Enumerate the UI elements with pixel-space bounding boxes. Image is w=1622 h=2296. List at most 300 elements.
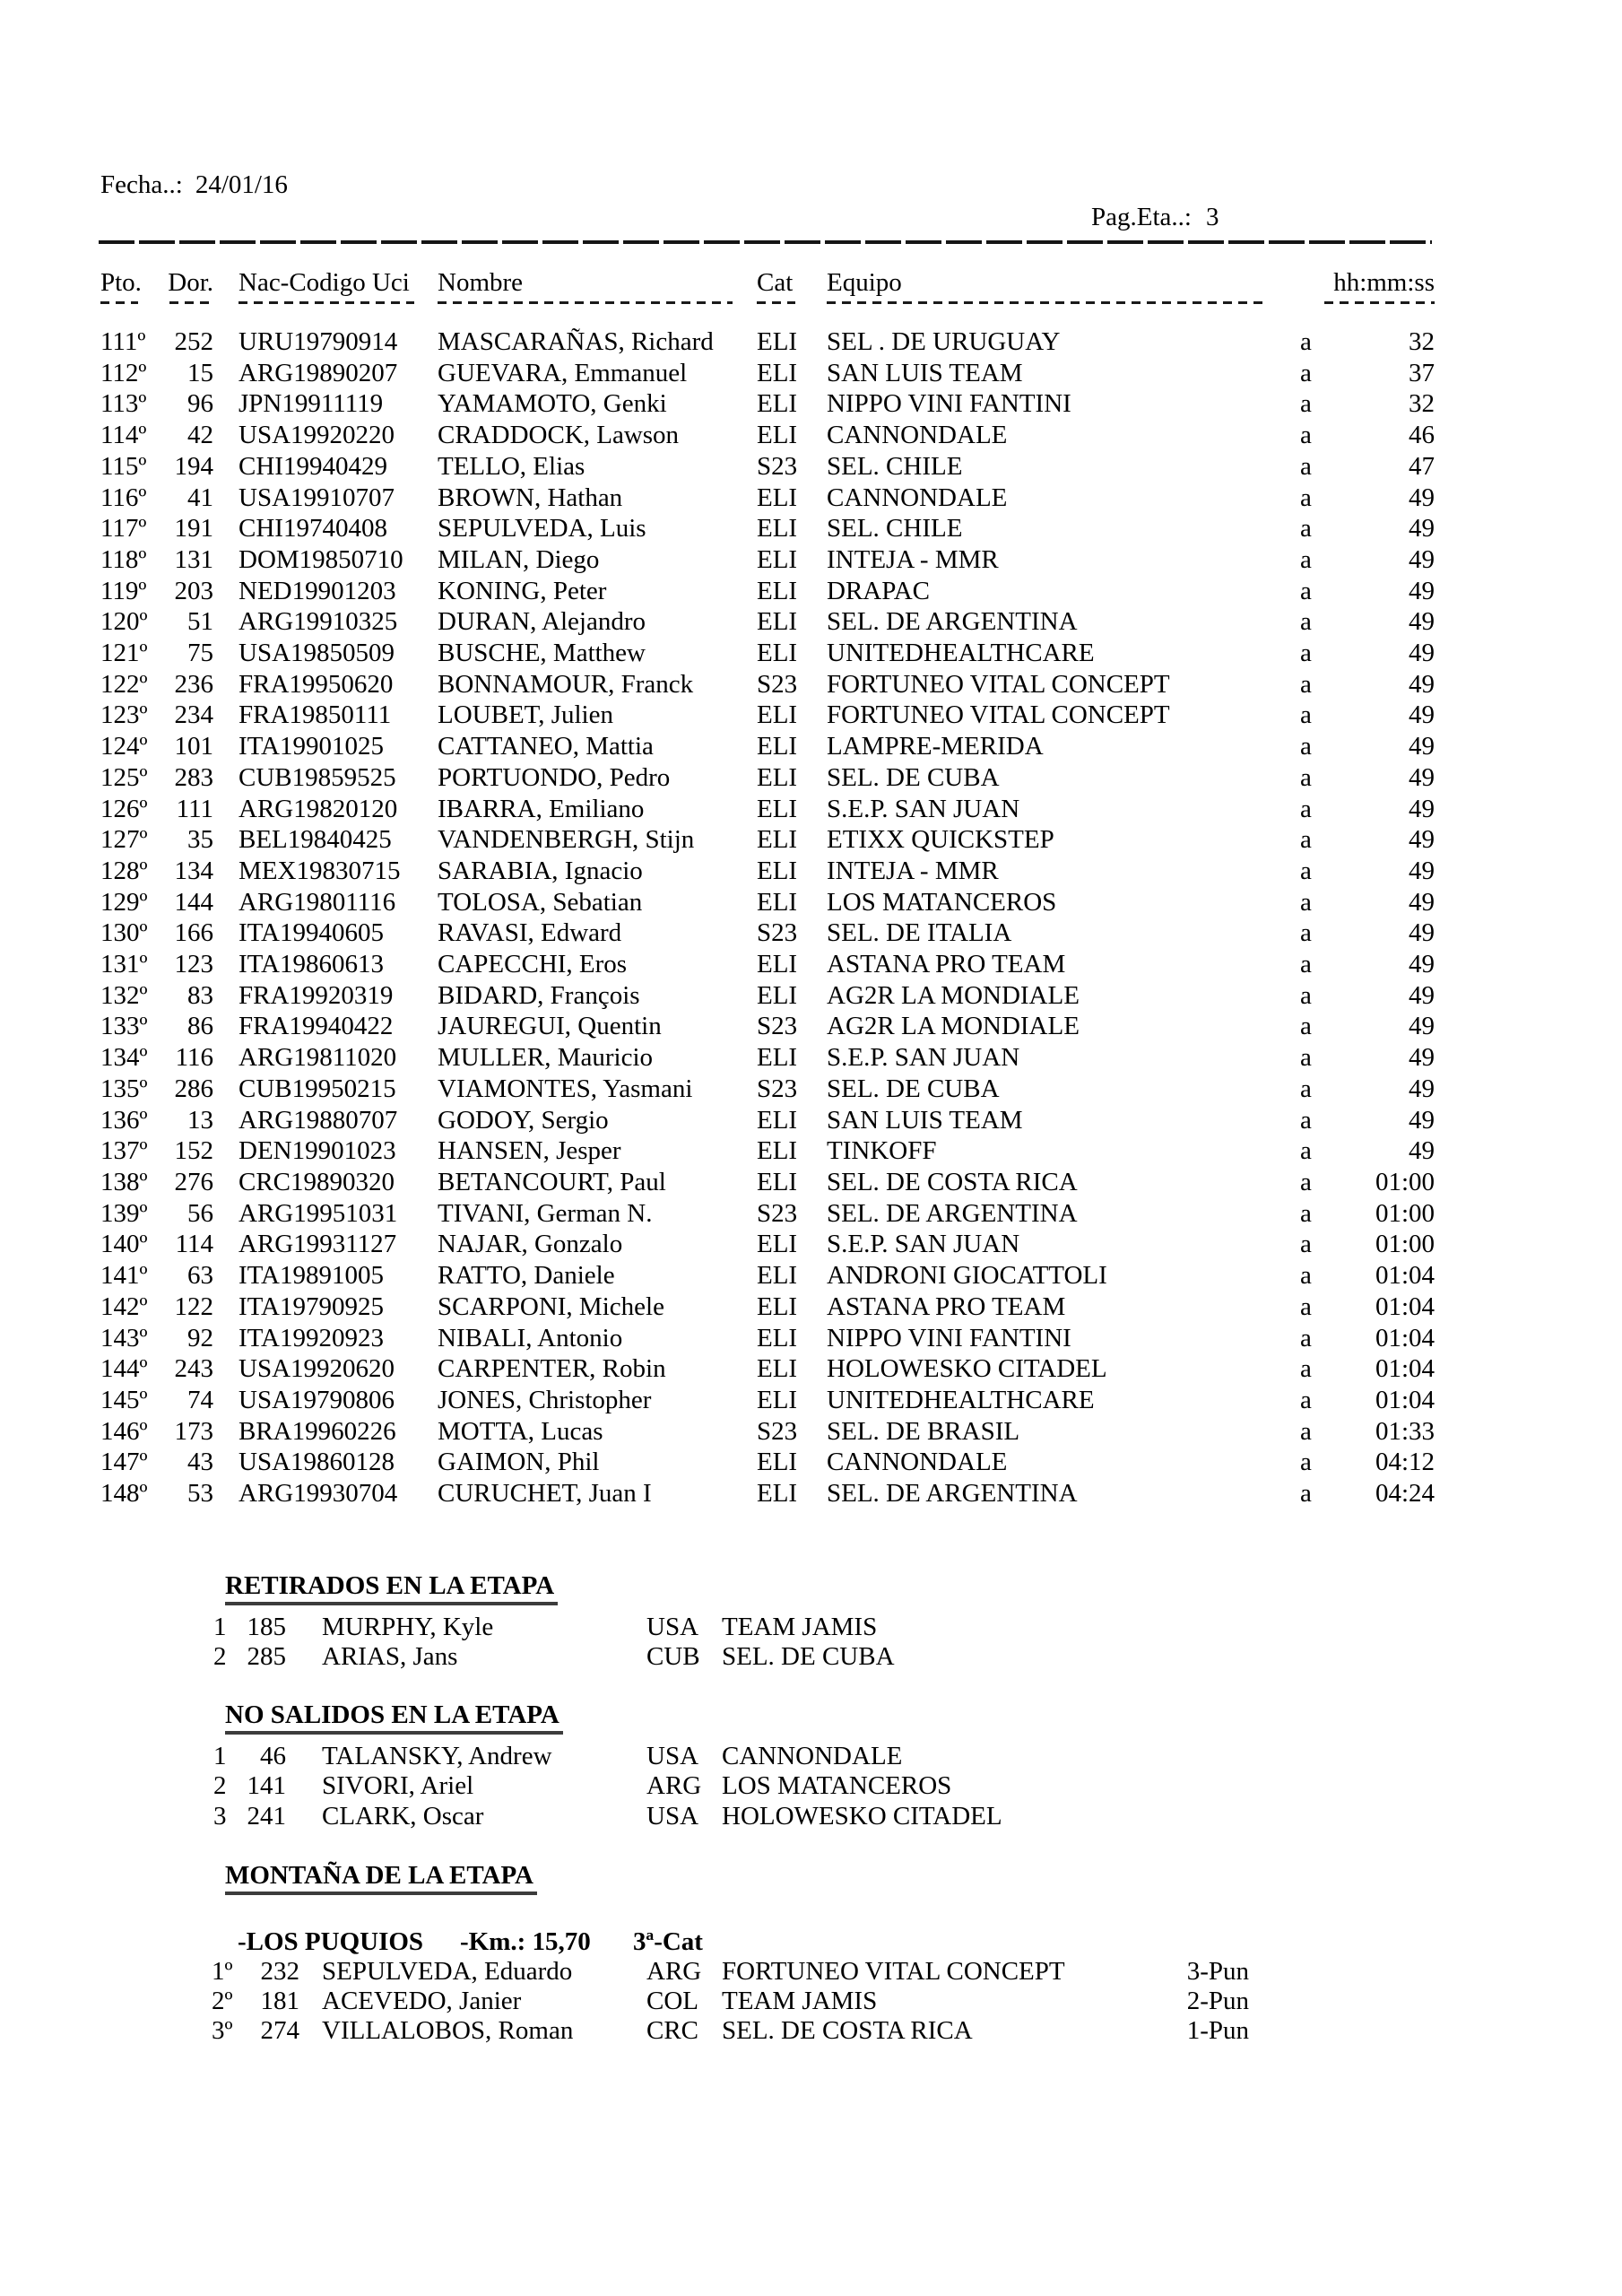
category-cell: ELI	[757, 639, 798, 668]
uci-code-cell: FRA19940422	[239, 1012, 394, 1041]
time-gap-cell: 49	[1409, 1105, 1435, 1135]
uci-code-cell: CHI19740408	[239, 514, 387, 544]
gap-marker-cell: a	[1300, 483, 1312, 512]
rider-name-cell: CAPECCHI, Eros	[438, 950, 628, 979]
table-row	[100, 1478, 1622, 1509]
uci-code-cell: USA19920620	[239, 1354, 395, 1384]
rider-name-cell: MOTTA, Lucas	[438, 1416, 603, 1446]
category-cell: S23	[757, 1074, 798, 1103]
team-cell: SEL. DE ITALIA	[827, 918, 1012, 948]
time-gap-cell: 49	[1409, 887, 1435, 917]
gap-marker-cell: a	[1300, 856, 1312, 885]
time-gap-cell: 49	[1409, 732, 1435, 761]
time-gap-cell: 01:04	[1375, 1292, 1435, 1321]
date-value: 24/01/16	[195, 170, 288, 199]
rank-cell: 2º	[212, 1987, 233, 2015]
rank-cell: 129º	[100, 887, 148, 917]
time-gap-cell: 49	[1409, 762, 1435, 792]
category-cell: ELI	[757, 607, 798, 637]
team-cell: CANNONDALE	[827, 483, 1008, 512]
gap-marker-cell: a	[1300, 762, 1312, 792]
spacer	[627, 1802, 646, 1831]
gap-marker-cell: a	[1300, 1136, 1312, 1166]
spacer	[213, 1105, 239, 1136]
rider-name-cell: GUEVARA, Emmanuel	[438, 358, 688, 387]
gap-marker-cell: a	[1300, 950, 1312, 979]
category-cell: ELI	[757, 544, 798, 574]
table-row	[100, 1042, 1622, 1074]
bib-cell: 243	[174, 1354, 213, 1384]
rank-cell: 135º	[100, 1074, 148, 1103]
gap-marker-cell: a	[1300, 1292, 1312, 1321]
page-number: 3	[1205, 203, 1219, 231]
table-row	[100, 606, 1622, 638]
col-header-dor: Dor.	[168, 268, 213, 297]
table-row	[100, 576, 1622, 607]
rider-name-cell: GODOY, Sergio	[438, 1105, 609, 1135]
list-index-cell: 3	[213, 1801, 227, 1831]
rider-name-cell: KONING, Peter	[438, 576, 607, 605]
spacer	[286, 1802, 322, 1831]
uci-code-cell: JPN19911119	[239, 389, 384, 419]
spacer	[213, 762, 239, 794]
climb-category: 3ª-Cat	[633, 1927, 703, 1956]
table-row	[100, 669, 1622, 700]
table-header-underlines	[100, 300, 1622, 304]
bib-cell: 252	[174, 327, 213, 356]
team-cell: SEL. DE COSTA RICA	[722, 2016, 973, 2045]
bib-cell: 141	[247, 1771, 286, 1801]
climb-name: -LOS PUQUIOS	[238, 1927, 424, 1956]
uci-code-cell: CUB19859525	[239, 762, 396, 792]
gap-marker-cell: a	[1300, 1261, 1312, 1291]
time-gap-cell: 49	[1409, 669, 1435, 699]
category-cell: ELI	[757, 980, 798, 1010]
time-gap-cell: 49	[1409, 639, 1435, 668]
category-cell: ELI	[757, 700, 798, 730]
rank-cell: 128º	[100, 856, 148, 885]
table-row	[100, 949, 1622, 980]
category-cell: ELI	[757, 1043, 798, 1073]
col-header-pto: Pto.	[100, 268, 142, 297]
bib-cell: 152	[174, 1136, 213, 1166]
montana-list	[0, 1957, 1622, 2046]
uci-code-cell: USA19920220	[239, 421, 395, 450]
spacer	[213, 1292, 239, 1323]
uci-code-cell: USA19850509	[239, 639, 395, 668]
category-cell: S23	[757, 669, 798, 699]
gap-marker-cell: a	[1300, 1479, 1312, 1509]
col-header-cat: Cat	[757, 268, 794, 297]
category-cell: ELI	[757, 1292, 798, 1321]
spacer	[213, 1353, 239, 1385]
team-cell: SEL. DE ARGENTINA	[827, 607, 1078, 637]
gap-marker-cell: a	[1300, 1448, 1312, 1477]
points-cell: 3-Pun	[1186, 1957, 1249, 1986]
category-cell: ELI	[757, 421, 798, 450]
rider-name-cell: JAUREGUI, Quentin	[438, 1012, 662, 1041]
table-row	[100, 420, 1622, 451]
rank-cell: 111º	[100, 327, 146, 356]
uci-code-cell: MEX19830715	[239, 856, 401, 885]
rank-cell: 112º	[100, 358, 147, 387]
rider-name-cell: RAVASI, Edward	[438, 918, 622, 948]
uci-code-cell: ARG19910325	[239, 607, 398, 637]
spacer	[213, 1478, 239, 1509]
retirado-row	[213, 1642, 1622, 1672]
spacer	[213, 451, 239, 483]
spacer	[286, 1613, 322, 1642]
rider-name-cell: VILLALOBOS, Roman	[322, 2016, 574, 2045]
bib-cell: 15	[187, 358, 213, 387]
uci-code-cell: FRA19920319	[239, 980, 394, 1010]
category-cell: ELI	[757, 327, 798, 356]
gap-marker-cell: a	[1300, 358, 1312, 387]
category-cell: ELI	[757, 483, 798, 512]
uci-code-cell: ARG19801116	[239, 887, 396, 917]
rank-cell: 126º	[100, 794, 148, 823]
gap-marker-cell: a	[1300, 1323, 1312, 1352]
uci-code-cell: ARG19880707	[239, 1105, 398, 1135]
rider-name-cell: CLARK, Oscar	[322, 1801, 484, 1831]
team-cell: SEL. DE CUBA	[827, 762, 1000, 792]
uci-code-cell: FRA19850111	[239, 700, 392, 730]
bib-cell: 13	[187, 1105, 213, 1135]
column-underline	[757, 300, 827, 304]
rank-cell: 144º	[100, 1354, 148, 1384]
team-cell: ASTANA PRO TEAM	[827, 950, 1066, 979]
rank-cell: 1º	[212, 1957, 233, 1986]
gap-marker-cell: a	[1300, 1385, 1312, 1414]
uci-code-cell: ITA19891005	[239, 1261, 384, 1291]
time-gap-cell: 49	[1409, 1136, 1435, 1166]
time-gap-cell: 01:00	[1375, 1230, 1435, 1259]
spacer	[213, 576, 239, 607]
bib-cell: 234	[174, 700, 213, 730]
bib-cell: 56	[187, 1198, 213, 1228]
time-gap-cell: 01:00	[1375, 1167, 1435, 1196]
spacer	[213, 268, 239, 297]
spacer	[299, 2016, 322, 2046]
table-row	[100, 1323, 1622, 1354]
bib-cell: 173	[174, 1416, 213, 1446]
team-cell: S.E.P. SAN JUAN	[827, 1230, 1020, 1259]
spacer	[213, 700, 239, 731]
rider-name-cell: VANDENBERGH, Stijn	[438, 825, 695, 855]
list-index-cell: 1	[213, 1613, 227, 1641]
spacer	[213, 1323, 239, 1354]
spacer	[213, 326, 239, 358]
montana-row	[212, 1987, 1622, 2016]
rank-cell: 117º	[100, 514, 147, 544]
category-cell: ELI	[757, 576, 798, 605]
table-row	[100, 1260, 1622, 1292]
spacer	[213, 606, 239, 638]
table-row	[100, 824, 1622, 856]
uci-code-cell: USA19860128	[239, 1448, 395, 1477]
spacer	[213, 420, 239, 451]
col-header-time: hh:mm:ss	[1333, 268, 1435, 297]
table-row	[100, 700, 1622, 731]
spacer	[213, 794, 239, 825]
time-gap-cell: 01:04	[1375, 1385, 1435, 1414]
bib-cell: 53	[187, 1479, 213, 1509]
montana-section-header	[225, 1861, 537, 1895]
rank-cell: 133º	[100, 1012, 148, 1041]
gap-marker-cell: a	[1300, 980, 1312, 1010]
uci-code-cell: ARG19931127	[239, 1230, 397, 1259]
spacer	[627, 2016, 646, 2046]
rider-name-cell: BUSCHE, Matthew	[438, 639, 646, 668]
rank-cell: 142º	[100, 1292, 148, 1321]
rider-name-cell: ACEVEDO, Janier	[322, 1987, 522, 2015]
rank-cell: 139º	[100, 1198, 148, 1228]
table-header	[100, 268, 1622, 297]
country-cell: ARG	[646, 1957, 702, 1986]
bib-cell: 194	[174, 451, 213, 481]
spacer	[213, 1198, 239, 1230]
bib-cell: 232	[260, 1957, 299, 1986]
retirados-title: RETIRADOS EN LA ETAPA	[225, 1572, 558, 1605]
rider-name-cell: RATTO, Daniele	[438, 1261, 615, 1291]
team-cell: CANNONDALE	[827, 1448, 1008, 1477]
spacer	[1300, 300, 1320, 304]
spacer	[286, 1771, 322, 1801]
spacer	[627, 1771, 646, 1801]
rider-name-cell: MURPHY, Kyle	[322, 1613, 494, 1641]
no-salido-row	[213, 1742, 1622, 1771]
bib-cell: 116	[175, 1043, 213, 1073]
bib-cell: 101	[174, 732, 213, 761]
rank-cell: 119º	[100, 576, 147, 605]
rank-cell: 114º	[100, 421, 147, 450]
time-gap-cell: 47	[1409, 451, 1435, 481]
bib-cell: 236	[174, 669, 213, 699]
team-cell: S.E.P. SAN JUAN	[827, 1043, 1020, 1073]
uci-code-cell: ARG19811020	[239, 1043, 397, 1073]
column-underline	[239, 300, 438, 304]
spacer	[213, 1011, 239, 1042]
uci-code-cell: ARG19820120	[239, 794, 398, 823]
category-cell: S23	[757, 1416, 798, 1446]
rider-name-cell: SEPULVEDA, Eduardo	[322, 1957, 573, 1986]
team-cell: AG2R LA MONDIALE	[827, 980, 1080, 1010]
team-cell: LOS MATANCEROS	[722, 1771, 952, 1801]
uci-code-cell: ITA19920923	[239, 1323, 384, 1352]
rider-name-cell: CRADDOCK, Lawson	[438, 421, 680, 450]
gap-marker-cell: a	[1300, 1416, 1312, 1446]
spacer	[213, 669, 239, 700]
rank-cell: 138º	[100, 1167, 148, 1196]
bib-cell: 134	[174, 856, 213, 885]
category-cell: ELI	[757, 732, 798, 761]
category-cell: ELI	[757, 1261, 798, 1291]
gap-marker-cell: a	[1300, 669, 1312, 699]
column-underline	[438, 300, 757, 304]
time-gap-cell: 32	[1409, 389, 1435, 419]
category-cell: S23	[757, 1012, 798, 1041]
bib-cell: 144	[174, 887, 213, 917]
rank-cell: 123º	[100, 700, 148, 730]
rank-cell: 124º	[100, 732, 148, 761]
bib-cell: 83	[187, 980, 213, 1010]
rider-name-cell: NAJAR, Gonzalo	[438, 1230, 623, 1259]
gap-marker-cell: a	[1300, 918, 1312, 948]
rider-name-cell: MASCARAÑAS, Richard	[438, 327, 714, 356]
rank-cell: 147º	[100, 1448, 148, 1477]
gap-marker-cell: a	[1300, 576, 1312, 605]
bib-cell: 122	[174, 1292, 213, 1321]
table-row	[100, 1353, 1622, 1385]
category-cell: ELI	[757, 514, 798, 544]
retirados-section-header	[225, 1571, 558, 1605]
uci-code-cell: NED19901203	[239, 576, 396, 605]
time-gap-cell: 49	[1409, 1074, 1435, 1103]
team-cell: TEAM JAMIS	[722, 1987, 878, 2015]
category-cell: ELI	[757, 1167, 798, 1196]
team-cell: SAN LUIS TEAM	[827, 358, 1023, 387]
uci-code-cell: BEL19840425	[239, 825, 392, 855]
uci-code-cell: CRC19890320	[239, 1167, 395, 1196]
spacer	[213, 513, 239, 544]
category-cell: ELI	[757, 1105, 798, 1135]
spacer	[213, 1135, 239, 1167]
spacer	[213, 1447, 239, 1478]
uci-code-cell: BRA19960226	[239, 1416, 396, 1446]
team-cell: HOLOWESKO CITADEL	[722, 1801, 1002, 1831]
rank-cell: 140º	[100, 1230, 148, 1259]
no-salidos-section-header	[225, 1700, 563, 1735]
no-salido-row	[213, 1802, 1622, 1831]
table-row	[100, 1074, 1622, 1105]
uci-code-cell: ARG19930704	[239, 1479, 398, 1509]
gap-marker-cell: a	[1300, 421, 1312, 450]
team-cell: ASTANA PRO TEAM	[827, 1292, 1066, 1321]
table-row	[100, 1292, 1622, 1323]
list-index-cell: 1	[213, 1742, 227, 1770]
table-row	[100, 1105, 1622, 1136]
table-row	[100, 918, 1622, 949]
column-underline	[827, 300, 1300, 304]
time-gap-cell: 49	[1409, 856, 1435, 885]
team-cell: SEL. DE ARGENTINA	[827, 1479, 1078, 1509]
team-cell: SEL. DE COSTA RICA	[827, 1167, 1078, 1196]
rider-name-cell: DURAN, Alejandro	[438, 607, 646, 637]
rider-name-cell: CATTANEO, Mattia	[438, 732, 654, 761]
bib-cell: 166	[174, 918, 213, 948]
rank-cell: 143º	[100, 1323, 148, 1352]
rider-name-cell: CARPENTER, Robin	[438, 1354, 666, 1384]
gap-marker-cell: a	[1300, 451, 1312, 481]
rank-cell: 3º	[212, 2016, 233, 2045]
rider-name-cell: TOLOSA, Sebatian	[438, 887, 643, 917]
bib-cell: 283	[174, 762, 213, 792]
retirados-list	[0, 1613, 1622, 1673]
spacer	[1300, 268, 1320, 297]
table-row	[100, 980, 1622, 1012]
bib-cell: 114	[175, 1230, 213, 1259]
rank-cell: 134º	[100, 1043, 148, 1073]
gap-marker-cell: a	[1300, 639, 1312, 668]
spacer	[213, 1074, 239, 1105]
uci-code-cell: USA19790806	[239, 1385, 395, 1414]
spacer	[213, 638, 239, 669]
uci-code-cell: CUB19950215	[239, 1074, 396, 1103]
table-row	[100, 544, 1622, 576]
uci-code-cell: DOM19850710	[239, 544, 403, 574]
rider-name-cell: YAMAMOTO, Genki	[438, 389, 667, 419]
page-line	[1091, 203, 1219, 232]
spacer	[627, 1642, 646, 1672]
no-salido-row	[213, 1771, 1622, 1801]
page-label: Pag.Eta..:	[1091, 203, 1192, 231]
column-underline	[1320, 300, 1435, 304]
rider-name-cell: LOUBET, Julien	[438, 700, 613, 730]
bib-cell: 285	[247, 1642, 286, 1672]
gap-marker-cell: a	[1300, 1105, 1312, 1135]
bib-cell: 286	[174, 1074, 213, 1103]
rank-cell: 116º	[100, 483, 147, 512]
bib-cell: 51	[187, 607, 213, 637]
spacer	[286, 1642, 322, 1672]
rider-name-cell: ARIAS, Jans	[322, 1642, 458, 1672]
team-cell: UNITEDHEALTHCARE	[827, 639, 1095, 668]
country-cell: CUB	[646, 1642, 700, 1672]
spacer	[213, 1416, 239, 1448]
bib-cell: 181	[260, 1987, 299, 2015]
gap-marker-cell: a	[1300, 887, 1312, 917]
team-cell: FORTUNEO VITAL CONCEPT	[827, 669, 1170, 699]
table-row	[100, 794, 1622, 825]
no-salidos-list	[0, 1742, 1622, 1831]
gap-marker-cell: a	[1300, 794, 1312, 823]
rank-cell: 146º	[100, 1416, 148, 1446]
rank-cell: 136º	[100, 1105, 148, 1135]
table-row	[100, 856, 1622, 887]
uci-code-cell: DEN19901023	[239, 1136, 396, 1166]
team-cell: LOS MATANCEROS	[827, 887, 1057, 917]
spacer	[213, 824, 239, 856]
date-label: Fecha..:	[100, 170, 183, 199]
bib-cell: 35	[187, 825, 213, 855]
retirado-row	[213, 1613, 1622, 1642]
table-row	[100, 762, 1622, 794]
column-underline	[154, 300, 213, 304]
table-row	[100, 638, 1622, 669]
table-row	[100, 1198, 1622, 1230]
climb-km: -Km.: 15,70	[460, 1927, 591, 1956]
category-cell: S23	[757, 451, 798, 481]
no-salidos-title: NO SALIDOS EN LA ETAPA	[225, 1701, 563, 1735]
time-gap-cell: 01:04	[1375, 1261, 1435, 1291]
uci-code-cell: ARG19890207	[239, 358, 398, 387]
rider-name-cell: JONES, Christopher	[438, 1385, 652, 1414]
rider-name-cell: BONNAMOUR, Franck	[438, 669, 694, 699]
table-row	[100, 1416, 1622, 1448]
country-cell: ARG	[646, 1771, 702, 1801]
gap-marker-cell: a	[1300, 389, 1312, 419]
category-cell: ELI	[757, 1323, 798, 1352]
team-cell: TEAM JAMIS	[722, 1613, 878, 1641]
team-cell: SEL. DE ARGENTINA	[827, 1198, 1078, 1228]
time-gap-cell: 49	[1409, 980, 1435, 1010]
rank-cell: 120º	[100, 607, 148, 637]
list-index-cell: 2	[213, 1642, 227, 1672]
team-cell: SEL. CHILE	[827, 451, 963, 481]
spacer	[213, 856, 239, 887]
time-gap-cell: 01:33	[1375, 1416, 1435, 1446]
bib-cell: 203	[174, 576, 213, 605]
